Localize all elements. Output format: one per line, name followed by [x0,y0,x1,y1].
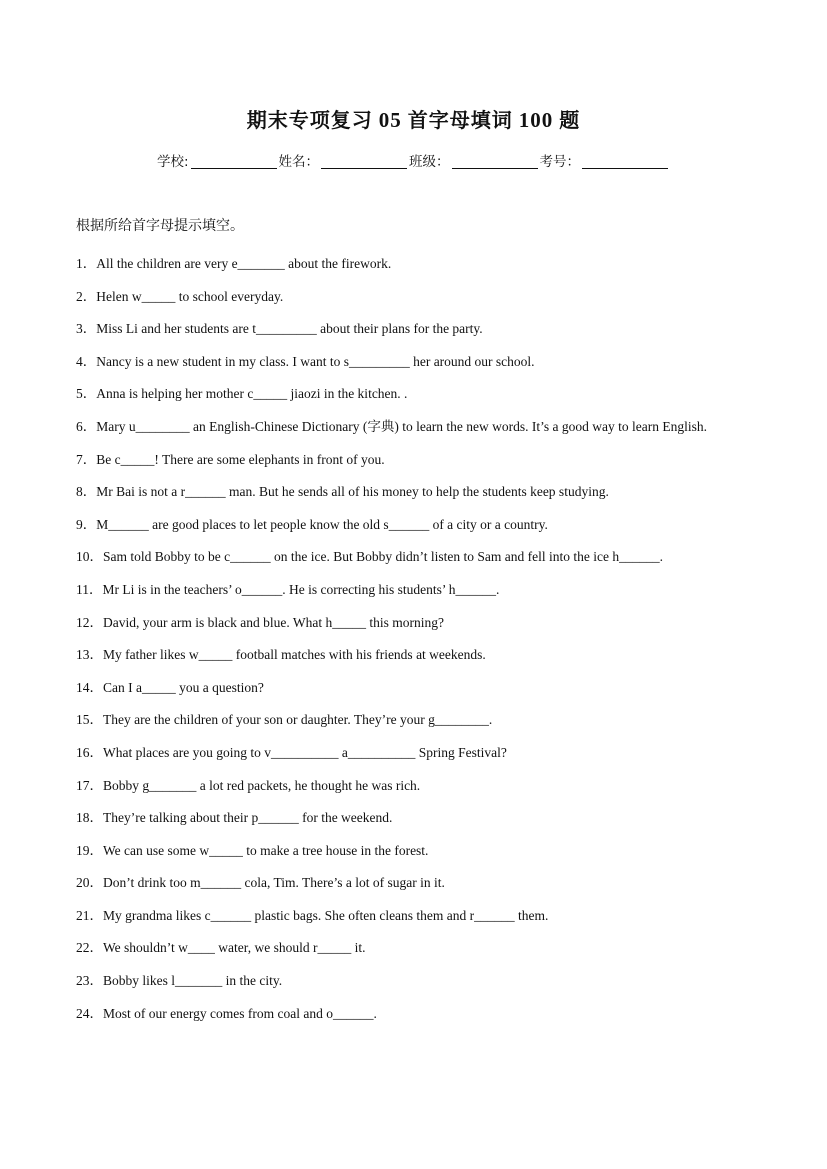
question-item: 1．All the children are very e_______ about the firework. [76,256,392,271]
question-list [76,248,746,1030]
question-item: 23．Bobby likes l_______ in the city. [76,973,283,989]
title-count: 100 [518,108,554,132]
question-item: 24．Most of our energy comes from coal and o______. [76,1005,377,1021]
question-item: 9．M______ are good places to let people know the old s______ of a city or a country. [76,516,548,532]
title-prefix: 期末专项复习 [246,108,373,132]
title-middle: 首字母填词 [407,108,513,132]
school-blank[interactable] [191,154,277,169]
question-item: 22．We shouldn’t w____ water, we should r_____ it. [76,940,366,956]
question-item: 8．Mr Bai is not a r______ man. But he sends all of his money to help the students keep studying. [76,484,609,500]
question-item: 20．Don’t drink too m______ cola, Tim. There’s a lot of sugar in it. [76,875,445,891]
question-item: 5．Anna is helping her mother c_____ jiaozi in the kitchen. . [76,386,408,402]
question-item: 13．My father likes w_____ football matches with his friends at weekends. [76,647,486,663]
question-item: 4．Nancy is a new student in my class. I want to s_________ her around our school. [76,353,535,369]
title-number: 05 [378,108,402,132]
question-item: 2．Helen w_____ to school everyday. [76,288,284,304]
question-item: 21．My grandma likes c______ plastic bags. She often cleans them and r______ them. [76,907,549,923]
question-item: 17．Bobby g_______ a lot red packets, he thought he was rich. [76,777,421,793]
class-label: 班级： [409,154,450,170]
question-item: 10．Sam told Bobby to be c______ on the ice. But Bobby didn’t listen to Sam and fell into the ice h______. [76,549,663,565]
title-suffix: 题 [559,108,581,132]
school-label: 学校: [156,154,189,170]
question-item: 14．Can I a_____ you a question? [76,679,264,695]
question-item: 12．David, your arm is black and blue. What h_____ this morning? [76,614,444,630]
question-item: 7．Be c_____! There are some elephants in front of you. [76,451,385,467]
question-item: 18．They’re talking about their p______ for the weekend. [76,810,393,826]
question-item: 15．They are the children of your son or daughter. They’re your g________. [76,712,493,728]
exam-number-label: 考号： [539,154,581,170]
question-item: 11．Mr Li is in the teachers’ o______. He is correcting his students’ h______. [76,581,500,597]
name-label: 姓名： [278,154,320,170]
question-item: 3．Miss Li and her students are t_________ about their plans for the party. [76,321,483,337]
instruction-text: 根据所给首字母提示填空。 [76,218,244,234]
page-title [0,104,827,133]
name-blank[interactable] [321,154,407,169]
question-item: 19．We can use some w_____ to make a tree house in the forest. [76,842,429,858]
class-blank[interactable] [452,154,538,169]
student-info-line [0,150,827,170]
exam-number-blank[interactable] [582,154,668,169]
question-item: 16．What places are you going to v__________ a__________ Spring Festival? [76,744,507,760]
question-item: 6．Mary u________ an English-Chinese Dictionary (字典) to learn the new words. It’s a good way to learn English. [76,418,707,434]
